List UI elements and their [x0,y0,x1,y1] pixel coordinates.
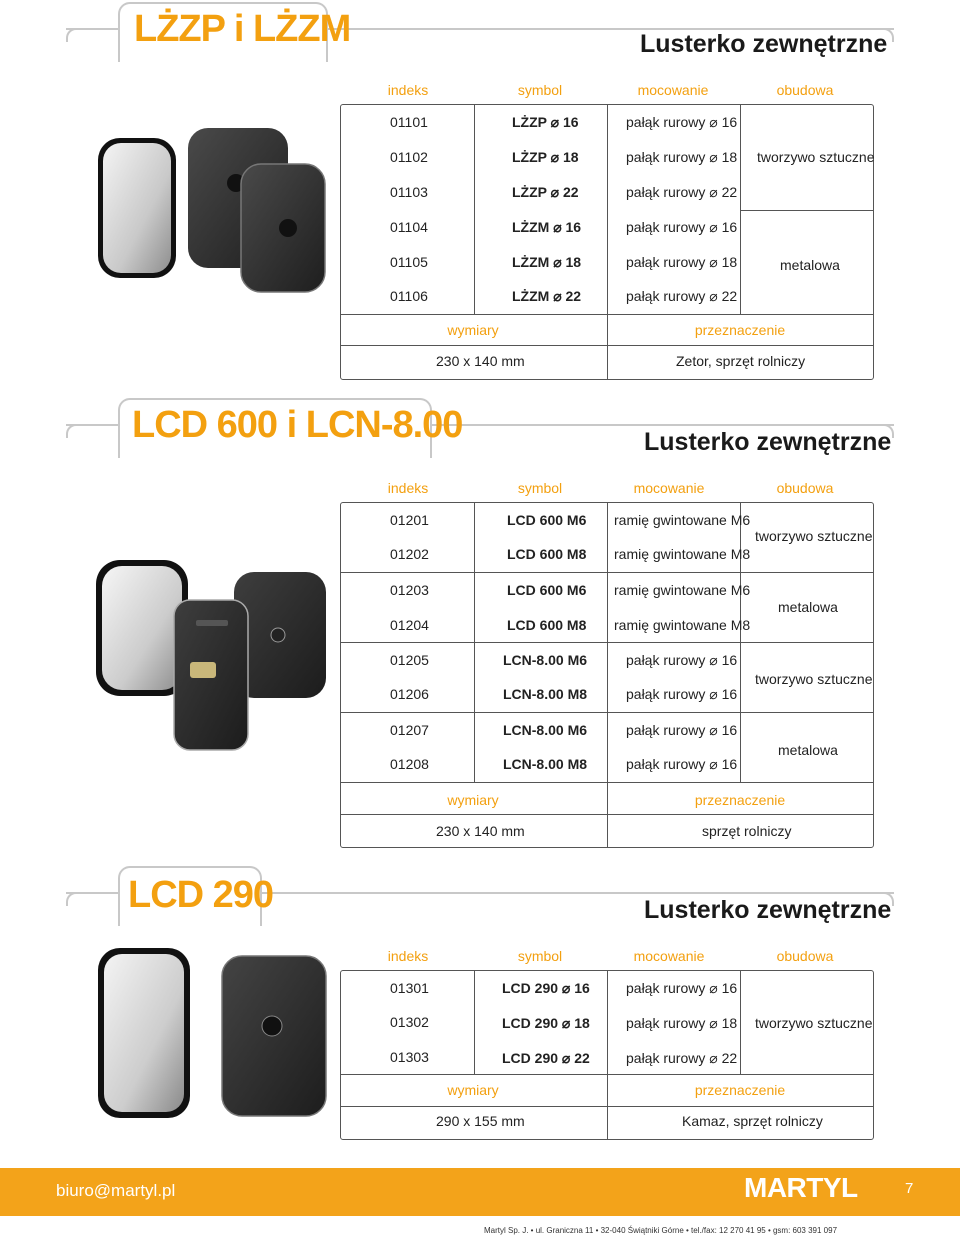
table-cell-symbol: LCD 290 ⌀ 18 [502,1015,590,1031]
table-cell-mocowanie: pałąk rurowy ⌀ 18 [626,1015,738,1031]
table-divider [740,104,741,314]
table-divider [340,572,874,573]
table-cell-mocowanie: pałąk rurowy ⌀ 22 [626,184,738,200]
table-cell-obudowa: tworzywo sztuczne [755,671,873,687]
table-cell-obudowa: tworzywo sztuczne [757,149,875,165]
section-subtitle: Lusterko zewnętrzne [644,896,892,924]
header-obudowa: obudowa [776,82,834,98]
table-cell-symbol: LCD 600 M8 [507,546,587,562]
table-divider [740,970,741,1074]
table-cell-mocowanie: ramię gwintowane M6 [614,512,751,528]
product-image-mirror [96,560,330,752]
table-cell-indeks: 01303 [390,1049,429,1065]
section-title: LŻZP i LŻZM [134,8,351,50]
table-cell-indeks: 01203 [390,582,429,598]
table-cell-mocowanie: ramię gwintowane M6 [614,582,751,598]
table-cell-obudowa: tworzywo sztuczne [755,528,873,544]
table-divider [607,970,608,1140]
table-cell-mocowanie: ramię gwintowane M8 [614,546,751,562]
table-cell-mocowanie: pałąk rurowy ⌀ 16 [626,652,738,668]
header-indeks: indeks [387,480,429,496]
footer-email[interactable]: biuro@martyl.pl [56,1181,176,1200]
header-przeznaczenie: przeznaczenie [694,322,786,338]
section-rule-corner [66,28,80,42]
table-divider [340,345,874,346]
table-cell-mocowanie: ramię gwintowane M8 [614,617,751,633]
table-cell-indeks: 01106 [390,288,428,304]
table-cell-symbol: LCD 290 ⌀ 16 [502,980,590,996]
table-divider [740,210,874,211]
table-cell-symbol: LŻZM ⌀ 22 [512,288,582,304]
table-cell-symbol: LCN-8.00 M8 [503,686,588,702]
table-cell-obudowa: tworzywo sztuczne [755,1015,873,1031]
header-przeznaczenie: przeznaczenie [694,1082,786,1098]
table-divider [474,970,475,1074]
header-wymiary: wymiary [447,1082,499,1098]
product-image-mirror [98,948,332,1120]
table-cell-mocowanie: pałąk rurowy ⌀ 16 [626,756,738,772]
table-cell-obudowa: metalowa [778,742,838,758]
table-cell-indeks: 01102 [390,149,428,165]
table-cell-indeks: 01104 [390,219,428,235]
table-cell-indeks: 01205 [390,652,429,668]
header-wymiary: wymiary [447,792,499,808]
section-rule-corner [66,892,80,906]
table-cell-indeks: 01301 [390,980,429,996]
table-cell-symbol: LŻZP ⌀ 18 [512,149,579,165]
table-cell-wymiary: 230 x 140 mm [436,823,525,839]
footer-address: Martyl Sp. J. • ul. Graniczna 11 • 32-040 Świątniki Górne • tel./fax: 12 270 41 95 • gsm: 603 391 097 [484,1226,838,1235]
header-indeks: indeks [387,82,429,98]
table-divider [340,782,874,783]
table-divider [340,1106,874,1107]
section-rule [262,892,894,894]
table-cell-wymiary: 290 x 155 mm [436,1113,525,1129]
table-cell-wymiary: 230 x 140 mm [436,353,525,369]
section-title: LCD 600 i LCN-8.00 [132,404,463,446]
section-subtitle: Lusterko zewnętrzne [644,428,892,456]
table-divider [340,1074,874,1075]
table-cell-mocowanie: pałąk rurowy ⌀ 16 [626,722,738,738]
section-rule-corner [66,424,80,438]
table-cell-indeks: 01105 [390,254,428,270]
header-mocowanie: mocowanie [633,480,705,496]
table-cell-indeks: 01204 [390,617,429,633]
header-symbol: symbol [517,82,563,98]
table-cell-mocowanie: pałąk rurowy ⌀ 22 [626,288,738,304]
table-cell-symbol: LCD 600 M6 [507,512,587,528]
table-cell-symbol: LŻZM ⌀ 18 [512,254,582,270]
page-number: 7 [905,1180,914,1197]
table-cell-obudowa: metalowa [780,257,840,273]
section-rule [432,424,894,426]
table-divider [340,814,874,815]
product-image-mirror [98,128,338,303]
table-cell-symbol: LCD 290 ⌀ 22 [502,1050,590,1066]
table-cell-symbol: LCD 600 M8 [507,617,587,633]
header-obudowa: obudowa [776,480,834,496]
table-cell-symbol: LŻZP ⌀ 22 [512,184,579,200]
table-cell-mocowanie: pałąk rurowy ⌀ 22 [626,1050,738,1066]
table-divider [340,314,874,315]
table-cell-indeks: 01206 [390,686,429,702]
section-title: LCD 290 [128,874,274,916]
table-cell-indeks: 01202 [390,546,429,562]
table-cell-mocowanie: pałąk rurowy ⌀ 16 [626,114,738,130]
table-cell-symbol: LCN-8.00 M6 [503,652,588,668]
table-cell-symbol: LCN-8.00 M6 [503,722,588,738]
table-cell-mocowanie: pałąk rurowy ⌀ 16 [626,980,738,996]
header-symbol: symbol [517,948,563,964]
table-cell-mocowanie: pałąk rurowy ⌀ 16 [626,686,738,702]
header-przeznaczenie: przeznaczenie [694,792,786,808]
section-subtitle: Lusterko zewnętrzne [640,30,888,58]
table-divider [607,502,608,848]
table-cell-przeznaczenie: sprzęt rolniczy [702,823,792,839]
header-wymiary: wymiary [447,322,499,338]
table-cell-symbol: LŻZP ⌀ 16 [512,114,579,130]
table-cell-mocowanie: pałąk rurowy ⌀ 16 [626,219,738,235]
table-cell-symbol: LCD 600 M6 [507,582,587,598]
table-cell-symbol: LCN-8.00 M8 [503,756,588,772]
table-cell-przeznaczenie: Kamaz, sprzęt rolniczy [682,1113,823,1129]
header-symbol: symbol [517,480,563,496]
table-cell-indeks: 01208 [390,756,429,772]
table-divider [340,712,874,713]
table-cell-indeks: 01101 [390,114,428,130]
header-obudowa: obudowa [776,948,834,964]
table-divider [607,104,608,380]
table-cell-mocowanie: pałąk rurowy ⌀ 18 [626,149,738,165]
table-divider [474,104,475,314]
table-divider [340,642,874,643]
table-cell-symbol: LŻZM ⌀ 16 [512,219,582,235]
table-cell-mocowanie: pałąk rurowy ⌀ 18 [626,254,738,270]
footer-brand-logo: MARTYL [744,1172,858,1203]
table-cell-indeks: 01103 [390,184,428,200]
table-cell-indeks: 01302 [390,1014,429,1030]
header-mocowanie: mocowanie [637,82,709,98]
table-cell-indeks: 01207 [390,722,429,738]
table-cell-przeznaczenie: Zetor, sprzęt rolniczy [676,353,806,369]
table-cell-indeks: 01201 [390,512,429,528]
header-indeks: indeks [387,948,429,964]
header-mocowanie: mocowanie [633,948,705,964]
table-cell-obudowa: metalowa [778,599,838,615]
